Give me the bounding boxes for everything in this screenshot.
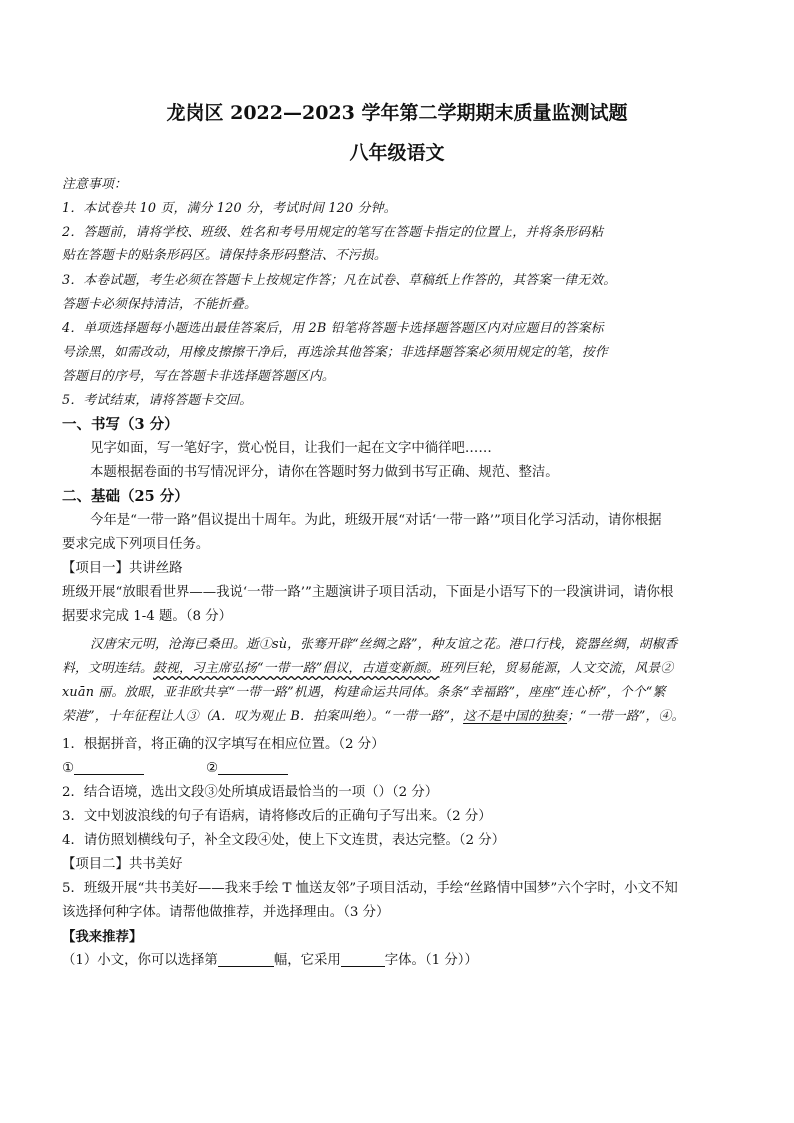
- exam-subject: 八年级语文: [349, 142, 445, 164]
- recommend-item-1: [62, 950, 772, 972]
- recommend-text-3: 字体。（1 分））: [384, 953, 478, 968]
- speech-line-2: [62, 658, 772, 680]
- speech-line-4-end: ；“一带一路”，④。: [567, 709, 685, 724]
- recommend-text-2: 幅，它采用: [273, 953, 341, 968]
- speech-line-2-start: 料，文明连结。: [62, 661, 153, 676]
- project2-heading: 【项目二】共书美好: [62, 857, 183, 872]
- note-4a: 4．单项选择题每小题选出最佳答案后，用 2B 铅笔将答题卡选择题答题区内对应题目的答案标: [62, 321, 604, 336]
- section2-intro-2: 要求完成下列项目任务。: [62, 537, 210, 552]
- note-4b: 号涂黑，如需改动，用橡皮擦擦干净后，再选涂其他答案；非选择题答案必须用规定的笔，按作: [62, 345, 608, 360]
- question-1-answers: [62, 758, 772, 780]
- underlined-sentence: 这不是中国的独奏: [463, 709, 568, 724]
- note-2a: 2．答题前，请将学校、班级、姓名和考号用规定的笔写在答题卡指定的位置上，并将条形码粘: [62, 225, 604, 240]
- project1-heading: 【项目一】共讲丝路: [62, 561, 183, 576]
- note-3b: 答题卡必须保持清洁，不能折叠。: [62, 297, 257, 312]
- section2-intro-1: 今年是“一带一路”倡议提出十周年。为此，班级开展“对话‘一带一路’”项目化学习活动，请你根据: [90, 513, 662, 528]
- speech-line-2-end: 班列巨轮，贸易能源，人文交流，风景②: [439, 661, 674, 676]
- speech-line-4: [62, 706, 772, 728]
- answer-blank-2[interactable]: [218, 759, 288, 775]
- question-2: 2．结合语境，选出文段③处所填成语最恰当的一项（）（2 分）: [62, 785, 439, 800]
- speech-line-4-start: 荣港”，十年征程让人③（A．叹为观止 B．拍案叫绝）。“一带一路”，: [62, 709, 464, 724]
- recommend-text-1: （1）小文，你可以选择第: [62, 953, 218, 968]
- project1-desc-2: 据要求完成 1-4 题。（8 分）: [62, 609, 233, 624]
- section1-heading: 一、书写（3 分）: [62, 416, 179, 433]
- question-3: 3．文中划波浪线的句子有语病，请将修改后的正确句子写出来。（2 分）: [62, 809, 492, 824]
- question-1: 1．根据拼音，将正确的汉字填写在相应位置。（2 分）: [62, 737, 385, 752]
- question-5a: 5．班级开展“共书美好——我来手绘 T 恤送友邻”子项目活动，手绘“丝路情中国梦”六个字时，小文不知: [62, 881, 678, 896]
- picture-number-blank[interactable]: [218, 951, 274, 967]
- answer-blank-1[interactable]: [74, 759, 144, 775]
- recommend-heading: 【我来推荐】: [62, 929, 143, 945]
- section2-heading: 二、基础（25 分）: [62, 488, 189, 505]
- note-3a: 3．本卷试题，考生必须在答题卡上按规定作答；凡在试卷、草稿纸上作答的，其答案一律无效。: [62, 273, 617, 288]
- question-5b: 该选择何种字体。请帮他做推荐，并选择理由。（3 分）: [62, 905, 390, 920]
- note-2b: 贴在答题卡的贴条形码区。请保持条形码整洁、不污损。: [62, 248, 387, 263]
- answer-marker-2: ②: [206, 761, 219, 776]
- question-4: 4．请仿照划横线句子，补全文段④处，使上下文连贯，表达完整。（2 分）: [62, 833, 506, 848]
- speech-line-3: xuān 丽。放眼，亚非欧共享“一带一路”机遇，构建命运共同体。条条“幸福路”，座座“连心桥”，个个“繁: [62, 685, 666, 700]
- speech-line-1: 汉唐宋元明，沧海已桑田。逝①sù，张骞开辟“丝绸之路”，种友谊之花。港口行栈，瓷器丝绸，胡椒香: [90, 637, 678, 652]
- section1-paragraph-2: 本题根据卷面的书写情况评分，请你在答题时努力做到书写正确、规范、整洁。: [90, 465, 559, 480]
- project1-desc-1: 班级开展“放眼看世界——我说‘一带一路’”主题演讲子项目活动，下面是小语写下的一段演讲词，请你根: [62, 585, 674, 600]
- note-4c: 答题目的序号，写在答题卡非选择题答题区内。: [62, 369, 335, 384]
- section1-paragraph-1: 见字如面，写一笔好字，赏心悦目，让我们一起在文字中徜徉吧……: [90, 441, 492, 456]
- notes-heading: 注意事项：: [62, 177, 127, 192]
- exam-title: 龙岗区 2022—2023 学年第二学期期末质量监测试题: [166, 102, 628, 124]
- answer-marker-1: ①: [62, 761, 75, 776]
- font-style-blank[interactable]: [341, 951, 385, 967]
- note-5: 5．考试结束，请将答题卡交回。: [62, 393, 253, 408]
- wavy-underlined-sentence: 鼓视，习主席弘扬“一带一路”倡议，古道变新颜。: [152, 661, 440, 676]
- note-1: 1．本试卷共 10 页，满分 120 分，考试时间 120 分钟。: [62, 201, 397, 216]
